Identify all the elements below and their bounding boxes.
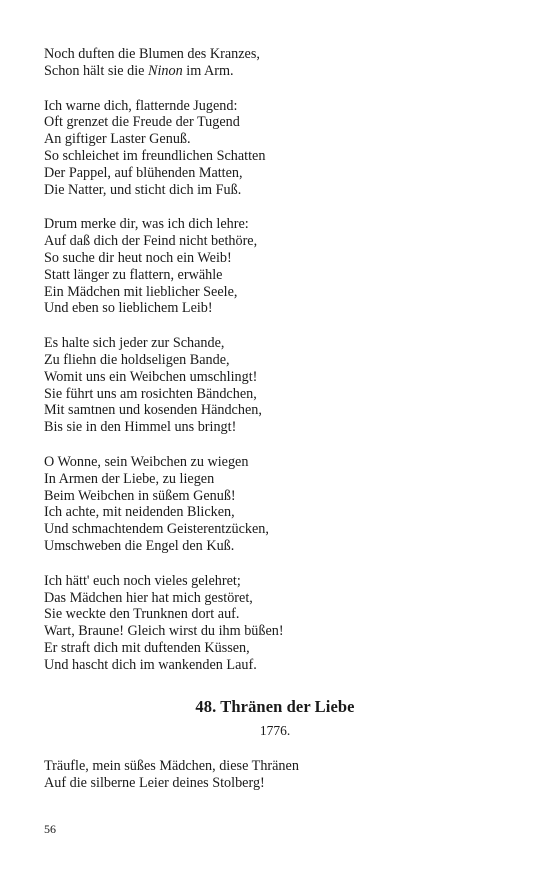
poem-line: Auf die silberne Leier deines Stolberg!: [44, 774, 265, 791]
poem-line: [44, 300, 484, 317]
poem-line: [44, 250, 484, 267]
line-text: So suche dir heut noch ein Weib!: [44, 249, 232, 266]
line-text: Womit uns ein Weibchen umschlingt!: [44, 368, 258, 385]
italic-name: Ninon: [148, 62, 183, 79]
poem-line: [44, 386, 484, 403]
poem-line: [44, 623, 484, 640]
poem-line: [44, 657, 484, 674]
poem-line: Träufle, mein süßes Mädchen, diese Thränen: [44, 758, 299, 774]
poem-line: [44, 98, 484, 115]
stanza: [44, 454, 484, 555]
poem-line: [44, 216, 484, 233]
poem-line: [44, 233, 484, 250]
line-text: Es halte sich jeder zur Schande,: [44, 335, 225, 352]
line-text: Und hascht dich im wankenden Lauf.: [44, 656, 257, 673]
line-text: O Wonne, sein Weibchen zu wiegen: [44, 453, 249, 470]
line-text: Umschweben die Engel den Kuß.: [44, 537, 235, 554]
poem-line: [44, 148, 484, 165]
poem-line: [44, 538, 484, 555]
stanza: [44, 216, 484, 317]
poem-line: [44, 284, 484, 301]
line-text: Auf daß dich der Feind nicht bethöre,: [44, 233, 258, 250]
poem-line: [44, 504, 484, 521]
line-text: Ich hätt' euch noch vieles gelehret;: [44, 572, 241, 589]
poem-line: [44, 590, 484, 607]
line-text: Sie führt uns am rosichten Bändchen,: [44, 385, 257, 402]
stanza: [44, 573, 484, 674]
stanza: [44, 46, 484, 80]
poem-line: [44, 488, 484, 505]
poem-line: [44, 352, 484, 369]
line-text: Und schmachtendem Geisterentzücken,: [44, 521, 269, 538]
line-text: im Arm.: [182, 62, 234, 79]
line-text: Ich achte, mit neidenden Blicken,: [44, 504, 235, 521]
stanza: [44, 335, 484, 436]
line-text: Und eben so lieblichem Leib!: [44, 300, 213, 317]
line-text: Mit samtnen und kosenden Händchen,: [44, 402, 262, 419]
line-text: Die Natter, und sticht dich im Fuß.: [44, 181, 242, 198]
line-text: In Armen der Liebe, zu liegen: [44, 470, 215, 487]
line-text: So schleichet im freundlichen Schatten: [44, 147, 266, 164]
stanza: [44, 98, 484, 199]
poem-line: [44, 131, 484, 148]
poem-line: [44, 640, 484, 657]
poem-line: [44, 521, 484, 538]
line-text: Zu fliehn die holdseligen Bande,: [44, 351, 230, 368]
line-text: Oft grenzet die Freude der Tugend: [44, 114, 240, 131]
line-text: Wart, Braune! Gleich wirst du ihm büßen!: [44, 623, 284, 640]
next-poem-text: [44, 758, 484, 792]
poem-line: [44, 402, 484, 419]
poem-line: [44, 369, 484, 386]
poem-line: [44, 606, 484, 623]
line-text: Bis sie in den Himmel uns bringt!: [44, 419, 237, 436]
poem-line: [44, 114, 484, 131]
poem-line: [44, 165, 484, 182]
poem-line: [44, 454, 484, 471]
line-text: Schon hält sie die: [44, 62, 149, 79]
poem-line: [44, 419, 484, 436]
line-text: Er straft dich mit duftenden Küssen,: [44, 639, 250, 656]
poem-line: [44, 182, 484, 199]
line-text: Der Pappel, auf blühenden Matten,: [44, 164, 243, 181]
line-text: Ich warne dich, flatternde Jugend:: [44, 97, 238, 114]
poem-heading: 48. Thränen der Liebe: [195, 697, 355, 716]
line-text: Statt länger zu flattern, erwähle: [44, 266, 223, 283]
poem-line: [44, 573, 484, 590]
poem-line: [44, 471, 484, 488]
poem-year: 1776.: [259, 723, 291, 738]
line-text: Beim Weibchen in süßem Genuß!: [44, 487, 236, 504]
poem-line: [44, 46, 484, 63]
poem-text: [44, 46, 484, 692]
line-text: Drum merke dir, was ich dich lehre:: [44, 216, 249, 233]
line-text: Sie weckte den Trunknen dort auf.: [44, 606, 240, 623]
line-text: An giftiger Laster Genuß.: [44, 131, 191, 148]
line-text: Ein Mädchen mit lieblicher Seele,: [44, 283, 238, 300]
poem-line: [44, 63, 484, 80]
poem-line: [44, 267, 484, 284]
page-number: 56: [44, 822, 56, 836]
poem-line: [44, 335, 484, 352]
line-text: Das Mädchen hier hat mich gestöret,: [44, 589, 253, 606]
line-text: Noch duften die Blumen des Kranzes,: [44, 46, 260, 62]
